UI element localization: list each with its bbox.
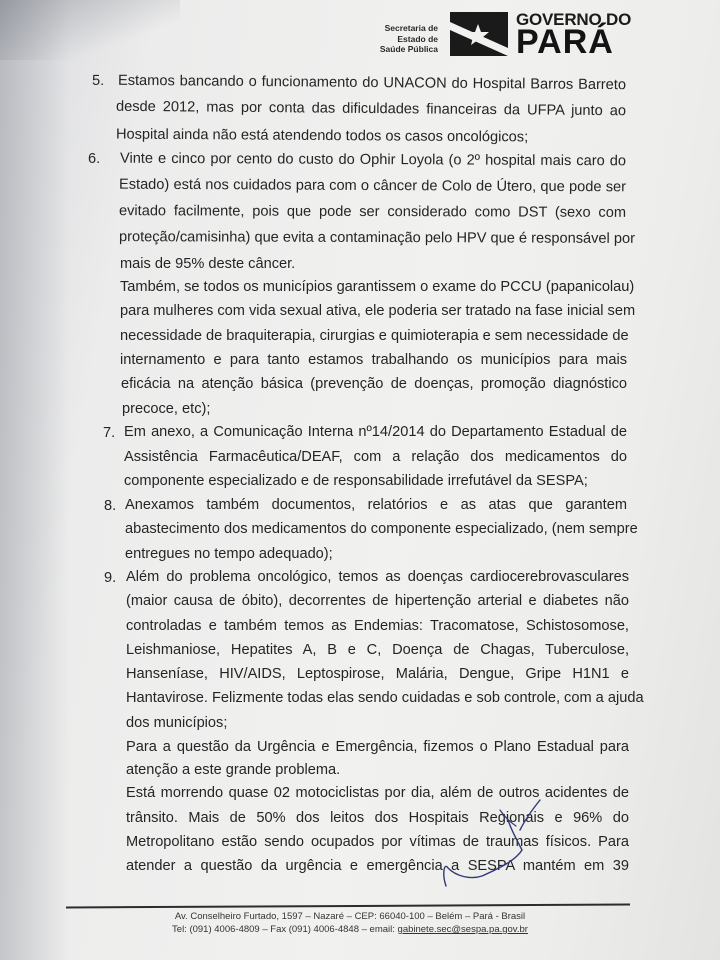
item-number: 8. [104, 498, 117, 514]
gov-title-top: GOVERNO DO [516, 10, 632, 29]
gov-title-state: PARÁ [516, 23, 614, 61]
item-text-line: precoce, etc); [122, 401, 211, 417]
handwritten-mark [400, 790, 620, 900]
item-text-line: Vinte e cinco por cento do custo do Ophir Loyola (o 2º hospital mais caro do [119, 150, 627, 170]
footer-contact [140, 924, 560, 935]
item-text-line: Além do problema oncológico, temos as doenças cardiocerebrovasculares [126, 569, 629, 585]
item-number: 7. [103, 425, 116, 441]
item-text-line: atender a questão da urgência e emergência a SESPA mantém em 39 [126, 858, 629, 874]
item-text-line: atenção a este grande problema. [126, 762, 341, 778]
item-text-line: Estado) está nos cuidados para com o câncer de Colo de Útero, que pode ser [118, 176, 627, 196]
item-text-line: controladas e também temos as Endemias: Tracomatose, Schistosomose, [126, 618, 629, 634]
item-text-line: eficácia na atenção básica (prevenção de doenças, promoção diagnóstico [121, 376, 627, 392]
item-text-line: entregues no tempo adequado); [125, 546, 333, 562]
secretaria-line: Secretaria de [384, 23, 438, 33]
item-number: 9. [104, 570, 117, 586]
item-text-line: mais de 95% deste câncer. [120, 256, 296, 272]
item-text-line: Leishmaniose, Hepatites A, B e C, Doença de Chagas, Tuberculose, [126, 642, 629, 658]
footer-email: gabinete.sec@sespa.pa.gov.br [397, 924, 528, 935]
secretaria-line: Estado de [397, 33, 438, 44]
item-text-line: componente especializado e de responsabilidade irrefutável da SESPA; [124, 473, 588, 489]
footer-address: Av. Conselheiro Furtado, 1597 – Nazaré – CEP: 66040-100 – Belém – Pará - Brasil [174, 911, 526, 922]
item-text-line: (maior causa de óbito), decorrentes de hipertenção arterial e diabetes não [126, 593, 629, 609]
item-text-line: Hanseníase, HIV/AIDS, Leptospirose, Malária, Dengue, Gripe H1N1 e [126, 666, 629, 682]
item-text-line: Está morrendo quase 02 motociclistas por dia, além de outros acidentes de [126, 785, 629, 801]
item-text-line: proteção/camisinha) que evita a contaminação pelo HPV que é responsável por [118, 229, 635, 247]
item-text-line: Hantavirose. Felizmente todas elas sendo cuidadas e sob controle, com a ajuda [126, 690, 644, 706]
item-text-line: Assistência Farmacêutica/DEAF, com a relação dos medicamentos do [124, 449, 627, 465]
item-text-line: trânsito. Mais de 50% dos leitos dos Hospitais Regionais e 96% do [126, 810, 629, 826]
item-text-line: Estamos bancando o funcionamento do UNACON do Hospital Barros Barreto [117, 72, 627, 94]
secretaria-line: Saúde Pública [379, 44, 438, 54]
item-text-line: Anexamos também documentos, relatórios e as atas que garantem [125, 497, 627, 513]
item-text-line: evitado facilmente, pois que pode ser considerado como DST (sexo com [118, 203, 627, 221]
item-text-line: para mulheres com vida sexual ativa, ele poderia ser tratado na fase inicial sem [120, 303, 636, 319]
item-text-line: internamento e para tanto estamos trabalhando os municípios para mais [120, 352, 627, 368]
item-text-line: Metropolitano estão sendo ocupados por vítimas de traumas físicos. Para [126, 834, 629, 850]
footer-phone-fax: Tel: (091) 4006-4809 – Fax (091) 4006-4848 – email: [172, 924, 398, 935]
item-text-line: Em anexo, a Comunicação Interna nº14/2014 do Departamento Estadual de [124, 424, 627, 440]
item-text-line: necessidade de braquiterapia, cirurgias e quimioterapia e sem necessidade de [120, 328, 629, 344]
item-text-line: Também, se todos os municípios garantissem o exame do PCCU (papanicolau) [120, 279, 635, 295]
item-number: 6. [88, 151, 101, 167]
item-text-line: abastecimento dos medicamentos do componente especializado, (nem sempre [125, 521, 638, 537]
item-text-line: Hospital ainda não está atendendo todos os casos oncológicos; [115, 126, 529, 146]
item-text-line: desde 2012, mas por conta das dificuldades financeiras da UFPA junto ao [115, 98, 627, 120]
item-number: 5. [91, 72, 105, 90]
item-text-line: dos municípios; [126, 715, 228, 731]
item-text-line: Para a questão da Urgência e Emergência, fizemos o Plano Estadual para [126, 739, 629, 755]
